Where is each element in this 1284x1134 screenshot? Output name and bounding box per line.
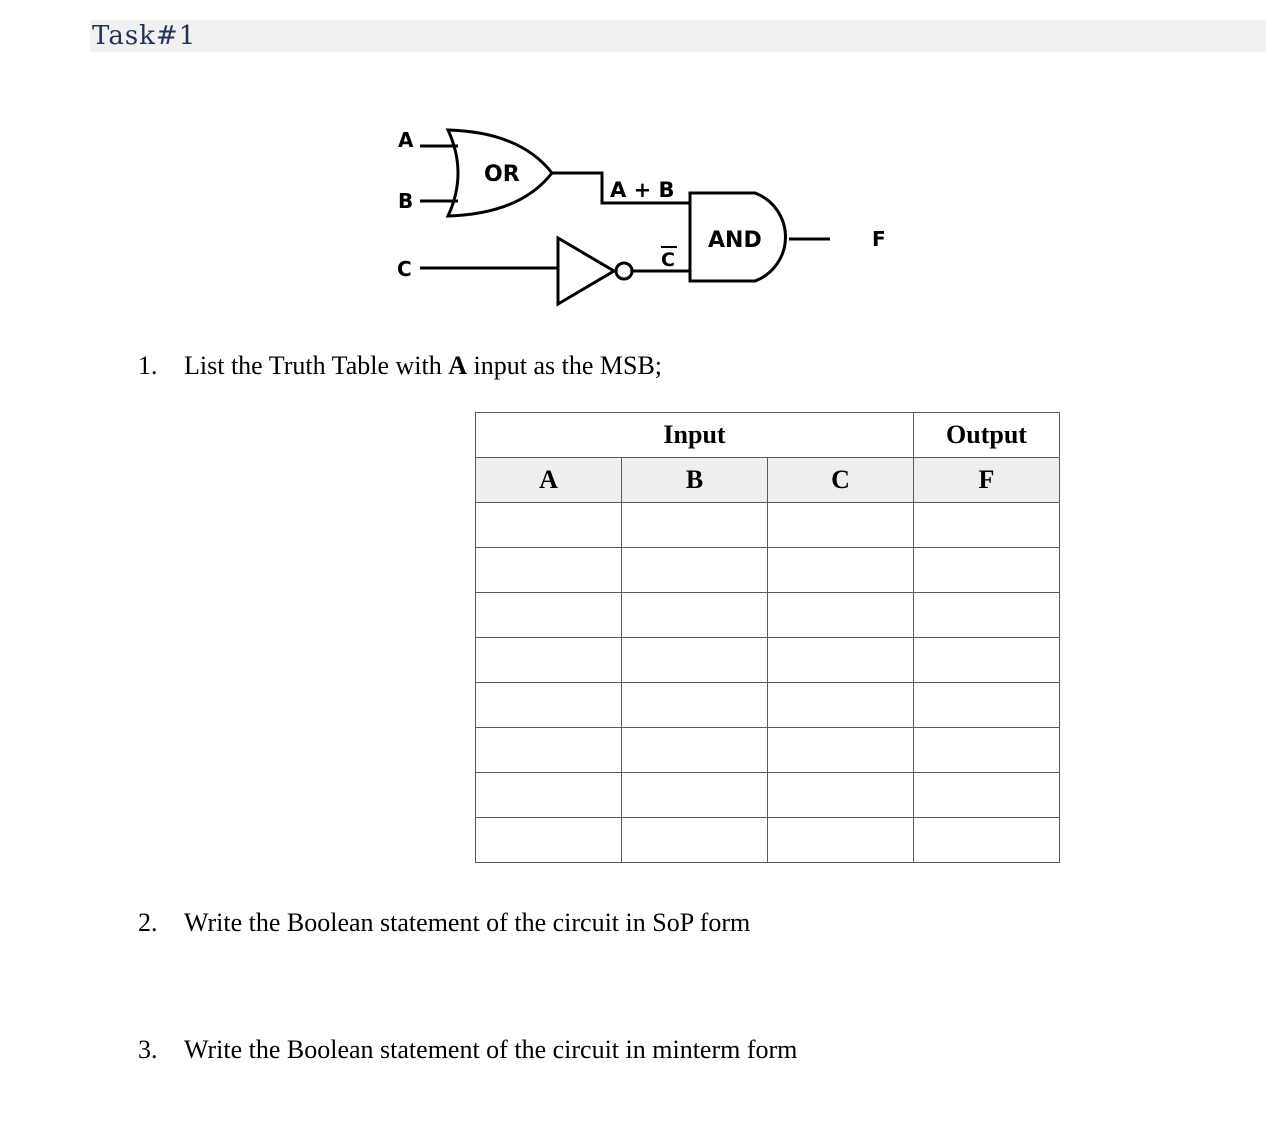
truth-table (475, 412, 1060, 863)
table-cell[interactable] (622, 548, 768, 593)
truth-table-group-header (476, 413, 1060, 458)
question-3-text: Write the Boolean statement of the circuit in minterm form (184, 1035, 798, 1064)
table-cell[interactable] (622, 593, 768, 638)
table-row (476, 683, 1060, 728)
table-cell[interactable] (914, 773, 1060, 818)
question-1-number: 1. (138, 351, 158, 380)
table-cell[interactable] (476, 503, 622, 548)
column-header-f: F (914, 458, 1060, 503)
table-row (476, 773, 1060, 818)
table-cell[interactable] (622, 503, 768, 548)
output-group-header: Output (914, 413, 1060, 458)
table-cell[interactable] (768, 683, 914, 728)
table-cell[interactable] (622, 728, 768, 773)
table-cell[interactable] (914, 503, 1060, 548)
not-gate-shape (558, 238, 614, 304)
table-cell[interactable] (768, 548, 914, 593)
question-1 (138, 350, 662, 382)
input-b-label: B (398, 189, 414, 213)
table-cell[interactable] (476, 773, 622, 818)
not-gate-bubble (616, 263, 632, 279)
table-cell[interactable] (768, 503, 914, 548)
table-row (476, 728, 1060, 773)
table-cell[interactable] (914, 728, 1060, 773)
column-header-b: B (622, 458, 768, 503)
column-header-c: C (768, 458, 914, 503)
table-row (476, 548, 1060, 593)
input-c-label: C (397, 257, 412, 281)
table-cell[interactable] (476, 728, 622, 773)
table-cell[interactable] (476, 593, 622, 638)
question-2-number: 2. (138, 908, 158, 937)
question-1-bold: A (448, 351, 467, 380)
table-cell[interactable] (622, 638, 768, 683)
table-cell[interactable] (768, 638, 914, 683)
question-2-text: Write the Boolean statement of the circuit in SoP form (184, 908, 751, 937)
or-gate-label: OR (484, 162, 520, 187)
input-a-label: A (398, 128, 414, 152)
table-cell[interactable] (914, 818, 1060, 863)
table-cell[interactable] (768, 728, 914, 773)
question-2 (138, 907, 750, 939)
table-row (476, 818, 1060, 863)
truth-table-column-header (476, 458, 1060, 503)
table-cell[interactable] (476, 818, 622, 863)
table-row (476, 593, 1060, 638)
table-cell[interactable] (476, 548, 622, 593)
table-cell[interactable] (914, 548, 1060, 593)
question-1-text-end: input as the MSB; (467, 351, 663, 380)
table-cell[interactable] (768, 773, 914, 818)
table-cell[interactable] (622, 773, 768, 818)
table-cell[interactable] (622, 683, 768, 728)
input-group-header: Input (476, 413, 914, 458)
table-cell[interactable] (476, 638, 622, 683)
and-gate-label: AND (708, 228, 762, 253)
table-cell[interactable] (914, 683, 1060, 728)
column-header-a: A (476, 458, 622, 503)
table-cell[interactable] (768, 818, 914, 863)
table-cell[interactable] (476, 683, 622, 728)
question-3 (138, 1034, 797, 1066)
not-output-label: C (661, 249, 675, 271)
table-row (476, 503, 1060, 548)
task-title: Task#1 (92, 21, 197, 51)
table-cell[interactable] (768, 593, 914, 638)
output-f-label: F (872, 227, 886, 251)
table-cell[interactable] (914, 593, 1060, 638)
or-output-label: A + B (610, 178, 675, 202)
table-cell[interactable] (914, 638, 1060, 683)
logic-circuit-diagram (0, 0, 1284, 330)
question-1-text: List the Truth Table with (184, 351, 449, 380)
table-row (476, 638, 1060, 683)
table-cell[interactable] (622, 818, 768, 863)
question-3-number: 3. (138, 1035, 158, 1064)
